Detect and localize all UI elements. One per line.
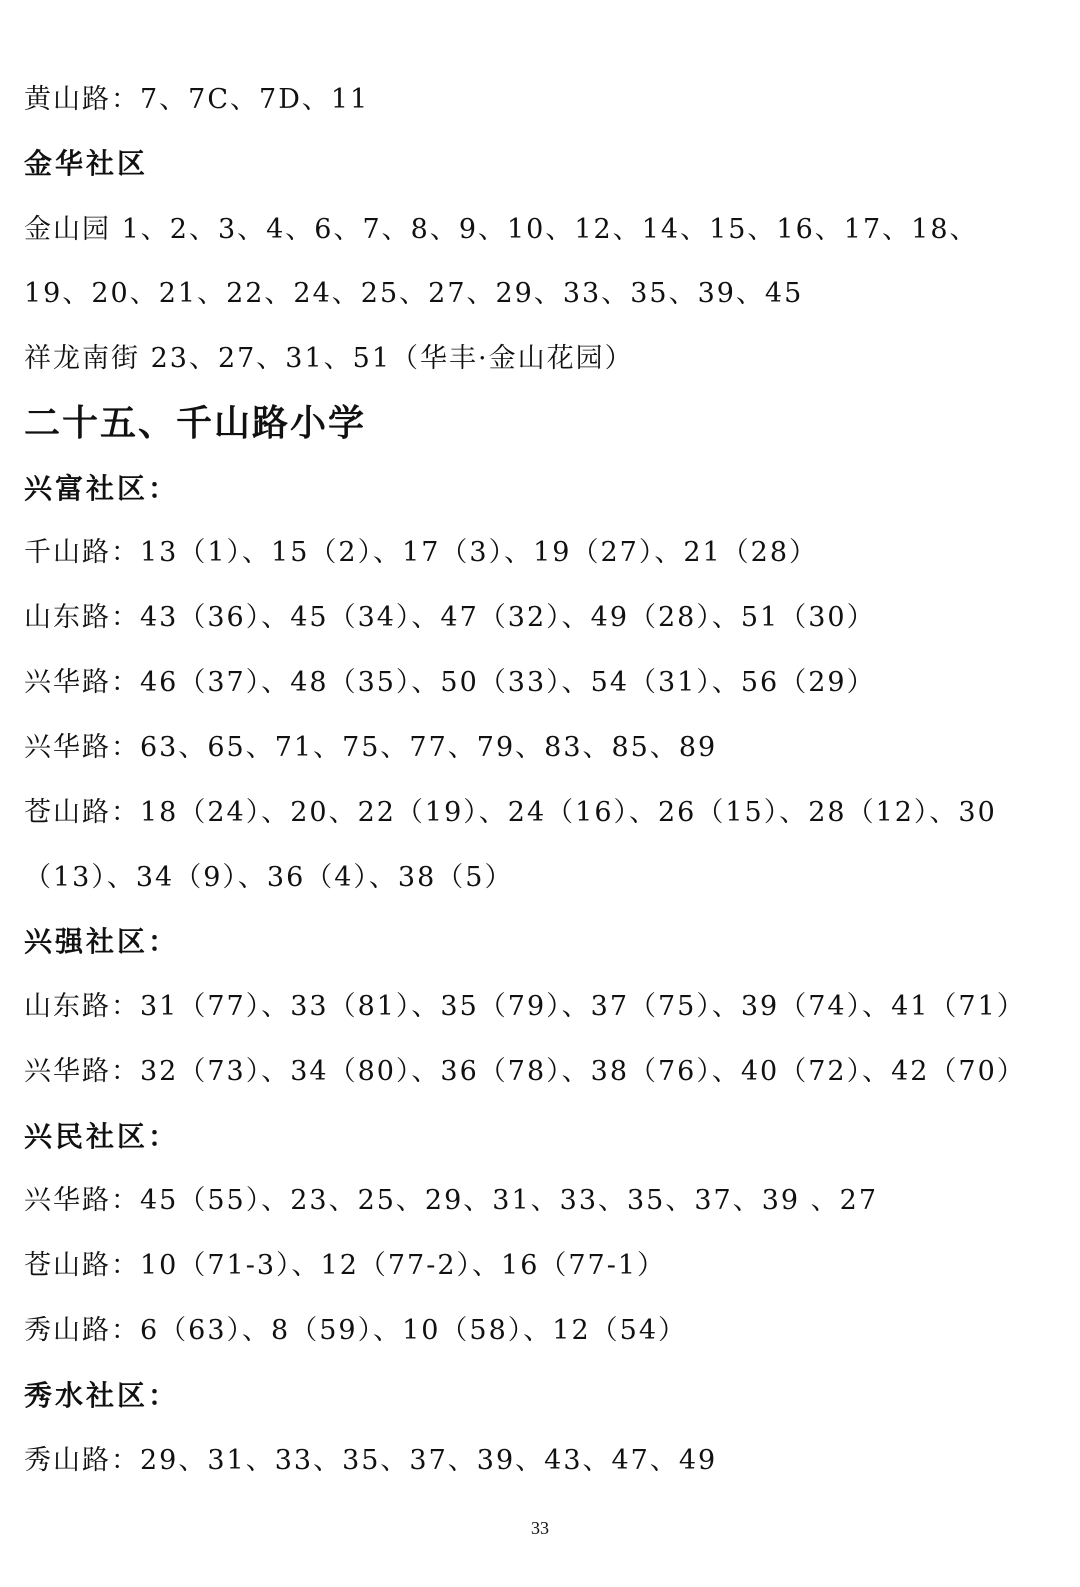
address-line-xiushan-road-xingmin: 秀山路：6（63）、8（59）、10（58）、12（54） [24,1315,687,1346]
community-heading-xingfu: 兴富社区： [24,472,180,505]
address-line-jinshanyuan-continued: 19、20、21、22、24、25、27、29、33、35、39、45 [24,278,804,309]
address-line-shandong-road-xingqiang: 山东路：31（77）、33（81）、35（79）、37（75）、39（74）、41（71） [24,991,1026,1022]
address-line-shandong-road: 山东路：43（36）、45（34）、47（32）、49（28）、51（30） [24,602,876,633]
address-line-xianglong-south-street: 祥龙南街 23、27、31、51（华丰·金山花园） [24,343,634,374]
address-line-xiushan-road-xiushui: 秀山路：29、31、33、35、37、39、43、47、49 [24,1445,718,1476]
community-heading-jinhua: 金华社区 [24,147,149,180]
address-line-huangshan-road: 黄山路：7、7C、7D、11 [24,84,370,115]
address-line-cangshan-road-continued: （13）、34（9）、36（4）、38（5） [24,862,514,893]
community-heading-xingmin: 兴民社区： [24,1120,180,1153]
address-line-qianshan-road: 千山路：13（1）、15（2）、17（3）、19（27）、21（28） [24,537,819,568]
page-number: 33 [531,1518,549,1538]
address-line-cangshan-road: 苍山路：18（24）、20、22（19）、24（16）、26（15）、28（12）、30 [24,797,997,828]
community-heading-xingqiang: 兴强社区： [24,925,180,958]
address-line-xinghua-road: 兴华路：46（37）、48（35）、50（33）、54（31）、56（29） [24,667,876,698]
address-line-xinghua-road-xingqiang: 兴华路：32（73）、34（80）、36（78）、38（76）、40（72）、42（70） [24,1056,1026,1087]
address-line-jinshanyuan: 金山园 1、2、3、4、6、7、8、9、10、12、14、15、16、17、18、 [24,214,979,245]
section-title-qianshan-road-primary-school: 二十五、千山路小学 [24,403,367,444]
community-heading-xiushui: 秀水社区： [24,1379,180,1412]
address-line-cangshan-road-xingmin: 苍山路：10（71-3）、12（77-2）、16（77-1） [24,1250,667,1281]
address-line-xinghua-road-xingmin: 兴华路：45（55）、23、25、29、31、33、35、37、39 、27 [24,1185,879,1216]
address-line-xinghua-road-2: 兴华路：63、65、71、75、77、79、83、85、89 [24,732,718,763]
